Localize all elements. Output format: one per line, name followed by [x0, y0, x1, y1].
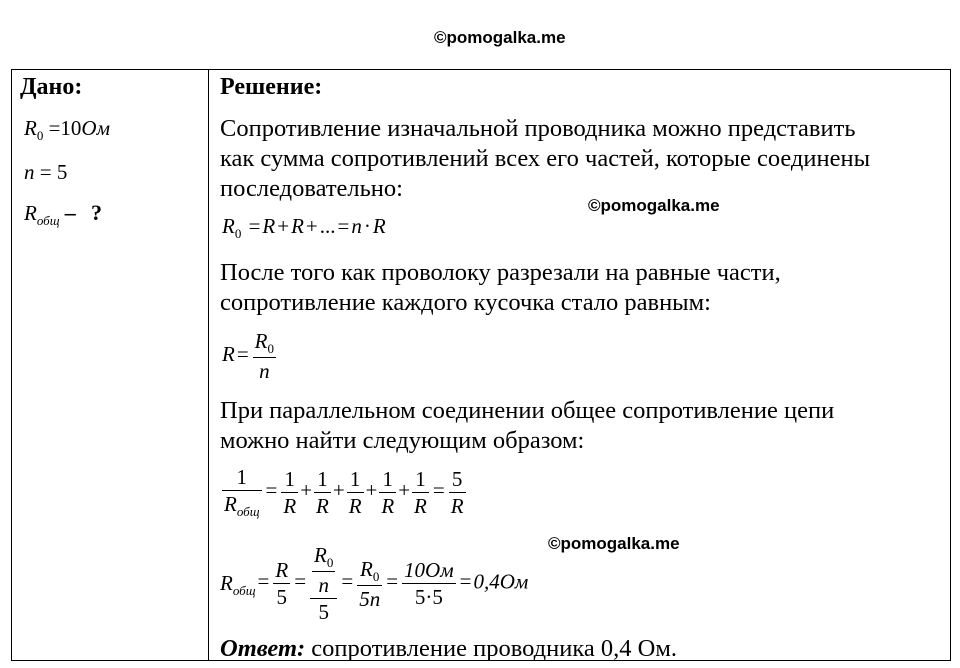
- answer-text: сопротивление проводника 0,4 Ом.: [305, 635, 677, 662]
- p1-line3: последовательно:: [220, 175, 403, 202]
- given-n-symbol: n: [24, 160, 35, 184]
- given-unknown: [24, 200, 102, 226]
- watermark-middle: ©pomogalka.me: [588, 196, 720, 215]
- p3-line2: можно найти следующим образом:: [220, 427, 585, 454]
- paragraph-pieces: [220, 258, 781, 318]
- given-unknown-sub: общ: [36, 213, 60, 228]
- p2-line2: сопротивление каждого кусочка стало равным:: [220, 289, 711, 316]
- given-unknown-symbol: R: [24, 201, 37, 225]
- given-r0-sub: 0: [36, 128, 44, 143]
- p1-line1: Сопротивление изначальной проводника можно представить: [220, 115, 856, 142]
- given-n-value: 5: [56, 160, 68, 184]
- p3-line1: При параллельном соединении общее сопротивление цепи: [220, 397, 835, 424]
- answer-line: [220, 634, 677, 664]
- answer-label: Ответ:: [220, 635, 306, 662]
- formula-parallel-sum: $\frac{1}{R_{общ}}$ = $\frac{1}{R}$ + $\frac{1}{R}$ + $\frac{1}{R}$ + $\frac{1}{R}$ + $\frac{1}{R}$ = $\frac{5}{R}$: [224, 465, 464, 519]
- p1-line2: как сумма сопротивлений всех его частей, которые соединены: [220, 145, 871, 172]
- given-r0-eq: =: [48, 116, 61, 140]
- given-heading: Дано:: [20, 74, 83, 100]
- formula-piece-resistance: R= $\frac{R_0}{n}$: [222, 329, 274, 383]
- given-r0: [24, 116, 110, 141]
- given-unknown-question: ?: [91, 200, 103, 225]
- given-n-eq: =: [39, 160, 52, 184]
- watermark-top: ©pomogalka.me: [434, 28, 566, 47]
- solution-heading: Решение:: [220, 74, 323, 100]
- column-divider: [208, 70, 209, 660]
- given-unknown-dash: –: [64, 200, 76, 225]
- formula-total-resistance: $R_{общ}=$ $\frac{R}{5}$ = $\frac{\frac{R_0}{n}}{5}$ = $\frac{R_0}{5n}$ = $\frac{10Ом}{5\cdot 5}$ =0,4Ом: [220, 543, 529, 624]
- solution-table: [11, 69, 951, 661]
- given-n: [24, 160, 67, 185]
- watermark-bottom: ©pomogalka.me: [548, 534, 680, 553]
- formula-series-sum: $R_0 =R+R+...=n\cdot R$: [222, 214, 386, 241]
- p2-line1: После того как проволоку разрезали на равные части,: [220, 259, 781, 286]
- paragraph-parallel: [220, 396, 834, 456]
- given-r0-value: 10: [60, 116, 82, 140]
- given-r0-unit: Ом: [81, 116, 110, 140]
- given-r0-symbol: R: [24, 116, 37, 140]
- paragraph-series: [220, 114, 870, 204]
- given-column: [20, 72, 204, 228]
